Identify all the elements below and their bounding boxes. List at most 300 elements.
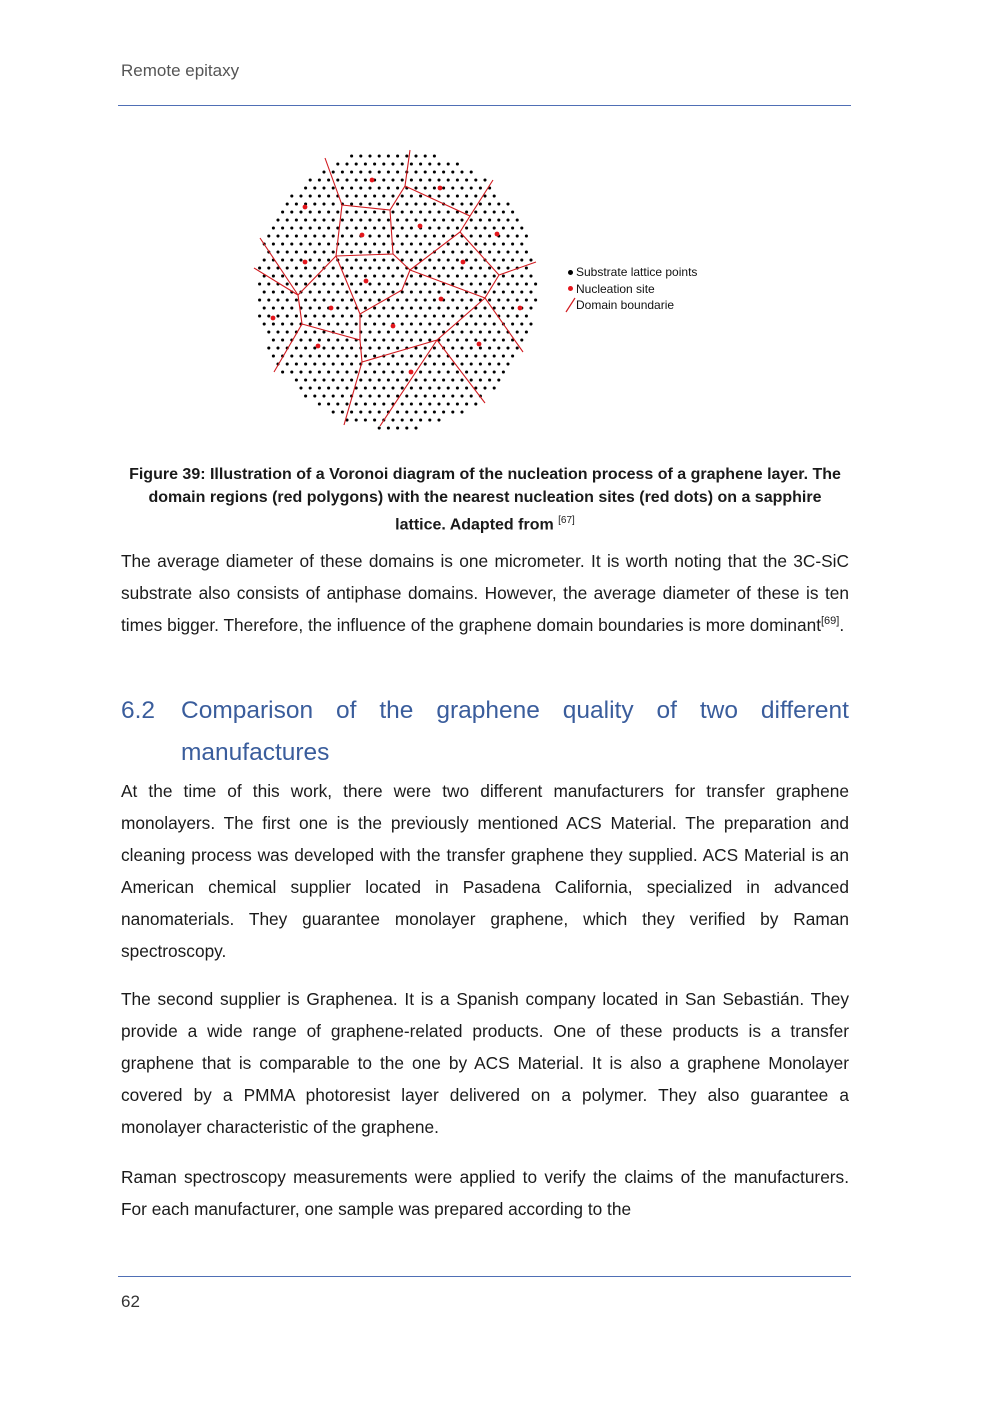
lattice-point [336,370,339,373]
lattice-point [456,242,459,245]
lattice-point [364,370,367,373]
lattice-point [263,322,266,325]
lattice-point [483,210,486,213]
lattice-point [502,242,505,245]
nucleation-site [518,306,523,311]
lattice-point [309,210,312,213]
lattice-point [345,194,348,197]
lattice-point [382,178,385,181]
lattice-point [442,250,445,253]
lattice-point [345,354,348,357]
lattice-point [437,194,440,197]
lattice-point [345,258,348,261]
lattice-point [350,250,353,253]
lattice-point [336,162,339,165]
lattice-point [497,362,500,365]
lattice-point [355,178,358,181]
lattice-point [396,218,399,221]
lattice-point [414,378,417,381]
page-number: 62 [121,1292,140,1311]
lattice-point [502,354,505,357]
red-dot-icon [565,286,576,291]
lattice-point [470,186,473,189]
lattice-point [318,402,321,405]
lattice-point [419,242,422,245]
lattice-point [391,290,394,293]
lattice-point [368,378,371,381]
lattice-point [309,306,312,309]
lattice-point [433,202,436,205]
lattice-point [433,394,436,397]
footer-rule [118,1276,851,1277]
lattice-point [414,362,417,365]
lattice-point [428,322,431,325]
lattice-point [451,170,454,173]
lattice-point [309,354,312,357]
lattice-point [437,290,440,293]
lattice-point [428,418,431,421]
lattice-point [267,266,270,269]
lattice-point [368,218,371,221]
lattice-point [267,282,270,285]
lattice-point [378,250,381,253]
lattice-point [401,210,404,213]
lattice-point [520,242,523,245]
lattice-point [295,250,298,253]
lattice-point [437,370,440,373]
lattice-point [364,402,367,405]
lattice-point [368,314,371,317]
lattice-point [272,242,275,245]
lattice-point [382,386,385,389]
lattice-point [456,274,459,277]
lattice-point [267,330,270,333]
lattice-point [529,258,532,261]
lattice-point [470,266,473,269]
lattice-point [373,290,376,293]
lattice-point [428,370,431,373]
header-rule [118,105,851,106]
lattice-point [506,282,509,285]
lattice-point [290,226,293,229]
lattice-point [341,362,344,365]
lattice-point [364,306,367,309]
lattice-point [433,298,436,301]
lattice-point [424,266,427,269]
lattice-point [410,402,413,405]
lattice-point [483,242,486,245]
lattice-point [516,218,519,221]
lattice-point [465,322,468,325]
lattice-point [364,274,367,277]
lattice-point [286,218,289,221]
lattice-point [332,378,335,381]
lattice-point [405,314,408,317]
lattice-point [488,218,491,221]
lattice-point [304,234,307,237]
lattice-point [322,170,325,173]
lattice-point [355,242,358,245]
lattice-point [414,202,417,205]
lattice-point [373,258,376,261]
lattice-point [520,322,523,325]
lattice-point [474,290,477,293]
lattice-point [378,154,381,157]
lattice-point [368,154,371,157]
lattice-point [364,354,367,357]
lattice-point [341,218,344,221]
lattice-point [493,274,496,277]
lattice-point [327,402,330,405]
lattice-point [437,274,440,277]
lattice-point [414,410,417,413]
lattice-point [327,370,330,373]
lattice-point [281,290,284,293]
lattice-point [387,314,390,317]
lattice-point [465,258,468,261]
lattice-point [433,170,436,173]
lattice-point [295,346,298,349]
lattice-point [465,402,468,405]
lattice-point [520,258,523,261]
lattice-point [355,290,358,293]
lattice-point [378,298,381,301]
lattice-point [447,386,450,389]
lattice-point [511,322,514,325]
lattice-point [378,362,381,365]
lattice-point [368,234,371,237]
lattice-point [488,282,491,285]
domain-boundary-line [410,270,485,298]
lattice-point [437,242,440,245]
lattice-point [401,370,404,373]
lattice-point [474,194,477,197]
lattice-point [414,186,417,189]
lattice-point [479,314,482,317]
lattice-point [405,202,408,205]
citation-reference: [69] [821,615,840,628]
lattice-point [433,410,436,413]
lattice-point [355,194,358,197]
lattice-point [534,282,537,285]
lattice-point [401,402,404,405]
lattice-point [470,282,473,285]
lattice-point [424,218,427,221]
lattice-point [465,370,468,373]
lattice-point [442,266,445,269]
lattice-point [465,306,468,309]
lattice-point [456,354,459,357]
lattice-point [428,210,431,213]
lattice-point [401,386,404,389]
lattice-point [359,202,362,205]
lattice-point [341,186,344,189]
lattice-point [460,378,463,381]
lattice-point [479,282,482,285]
lattice-point [313,314,316,317]
lattice-point [474,370,477,373]
lattice-point [299,386,302,389]
lattice-point [332,394,335,397]
lattice-point [364,386,367,389]
lattice-point [428,226,431,229]
lattice-point [506,266,509,269]
lattice-point [502,258,505,261]
lattice-point [460,362,463,365]
lattice-point [378,378,381,381]
lattice-point [382,258,385,261]
lattice-point [391,418,394,421]
lattice-point [433,234,436,237]
paragraph-graphenea: The second supplier is Graphenea. It is a Spanish company located in San Sebastián. They provide a wide range of graphene-related products. One of these products is a transfer graphene that is comparable to the one by ACS Material. It is also a graphene Monolayer covered by a PMMA photoresist layer delivered on a polymer. They also guarantee a monolayer characteristic of the graphene. [121,989,849,1137]
lattice-point [483,290,486,293]
lattice-point [396,266,399,269]
lattice-point [382,274,385,277]
lattice-point [502,338,505,341]
lattice-point [401,242,404,245]
lattice-point [359,394,362,397]
lattice-point [281,370,284,373]
lattice-point [299,226,302,229]
lattice-point [428,258,431,261]
paragraph-acs-material: At the time of this work, there were two different manufacturers for transfer graphene monolayers. The first one is the previously mentioned ACS Material. The preparation and cleaning process was developed with the transfer graphene they supplied. ACS Material is an American chemical supplier located in Pasadena California, specialized in advanced nanomaterials. They guarantee monolayer graphene, which they verified by Raman spectroscopy. [121,781,849,961]
lattice-point [373,402,376,405]
lattice-point [414,298,417,301]
legend-label: Domain boundarie [576,298,675,312]
lattice-point [281,242,284,245]
lattice-point [336,178,339,181]
lattice-point [391,258,394,261]
lattice-point [391,178,394,181]
lattice-point [396,378,399,381]
lattice-point [286,234,289,237]
lattice-point [391,194,394,197]
lattice-point [437,178,440,181]
lattice-point [419,418,422,421]
lattice-point [497,250,500,253]
lattice-point [424,410,427,413]
lattice-point [516,250,519,253]
lattice-point [396,170,399,173]
lattice-point [309,386,312,389]
nucleation-site [360,233,365,238]
lattice-point [318,194,321,197]
lattice-point [368,346,371,349]
lattice-point [488,362,491,365]
lattice-point [327,194,330,197]
nucleation-site [271,316,276,321]
lattice-point [355,402,358,405]
lattice-point [364,258,367,261]
lattice-point [350,346,353,349]
lattice-point [290,194,293,197]
lattice-point [286,250,289,253]
lattice-point [529,306,532,309]
lattice-point [502,290,505,293]
lattice-point [405,298,408,301]
lattice-point [378,426,381,429]
lattice-point [345,178,348,181]
lattice-point [465,338,468,341]
lattice-point [378,330,381,333]
lattice-point [304,282,307,285]
lattice-point [327,274,330,277]
lattice-point [382,194,385,197]
lattice-point [355,210,358,213]
lattice-point [322,298,325,301]
lattice-point [424,202,427,205]
lattice-point [493,194,496,197]
lattice-point [479,218,482,221]
lattice-point [442,234,445,237]
lattice-point [456,178,459,181]
lattice-point [350,410,353,413]
lattice-point [447,226,450,229]
lattice-point [290,210,293,213]
lattice-point [401,274,404,277]
lattice-point [483,338,486,341]
lattice-point [410,386,413,389]
lattice-point [345,306,348,309]
lattice-point [456,290,459,293]
lattice-point [368,186,371,189]
lattice-point [318,290,321,293]
lattice-point [290,322,293,325]
lattice-point [304,186,307,189]
lattice-point [428,162,431,165]
lattice-point [516,234,519,237]
lattice-point [419,370,422,373]
lattice-point [299,338,302,341]
lattice-point [336,338,339,341]
lattice-point [309,194,312,197]
lattice-point [336,402,339,405]
lattice-point [355,258,358,261]
lattice-point [410,210,413,213]
lattice-point [447,322,450,325]
lattice-point [511,274,514,277]
lattice-point [313,298,316,301]
lattice-point [382,402,385,405]
lattice-point [525,314,528,317]
lattice-point [511,306,514,309]
lattice-point [442,362,445,365]
lattice-point [460,282,463,285]
lattice-point [313,218,316,221]
lattice-point [442,170,445,173]
lattice-point [263,306,266,309]
lattice-point [401,322,404,325]
lattice-point [341,234,344,237]
lattice-point [368,362,371,365]
lattice-point [350,154,353,157]
lattice-point [456,338,459,341]
lattice-point [405,394,408,397]
lattice-point [493,290,496,293]
lattice-point [368,282,371,285]
lattice-point [309,258,312,261]
lattice-point [465,242,468,245]
lattice-point [327,386,330,389]
lattice-point [447,274,450,277]
lattice-point [276,250,279,253]
lattice-point [506,234,509,237]
lattice-point [309,226,312,229]
lattice-point [364,210,367,213]
lattice-point [460,250,463,253]
lattice-point [341,330,344,333]
lattice-point [474,354,477,357]
lattice-point [396,362,399,365]
lattice-point [474,258,477,261]
lattice-point [387,362,390,365]
lattice-point [345,226,348,229]
lattice-point [382,338,385,341]
lattice-point [479,266,482,269]
lattice-point [405,410,408,413]
nucleation-site [391,324,396,329]
lattice-point [267,346,270,349]
paragraph-raman: Raman spectroscopy measurements were applied to verify the claims of the manufacturers. For each manufacturer, one sample was prepared according to the [121,1167,849,1219]
lattice-point [304,218,307,221]
lattice-point [493,242,496,245]
lattice-point [465,386,468,389]
lattice-point [442,394,445,397]
lattice-point [497,330,500,333]
lattice-point [465,226,468,229]
lattice-point [299,242,302,245]
lattice-point [387,186,390,189]
lattice-point [382,306,385,309]
lattice-point [299,210,302,213]
lattice-point [322,202,325,205]
lattice-point [456,226,459,229]
lattice-point [299,258,302,261]
lattice-point [474,226,477,229]
lattice-point [345,338,348,341]
lattice-point [378,282,381,285]
lattice-point [410,306,413,309]
lattice-point [433,314,436,317]
lattice-point [382,370,385,373]
lattice-point [414,394,417,397]
lattice-point [318,354,321,357]
lattice-point [483,178,486,181]
lattice-point [272,322,275,325]
lattice-point [345,386,348,389]
lattice-point [313,330,316,333]
lattice-point [479,346,482,349]
lattice-point [378,266,381,269]
lattice-point [451,314,454,317]
lattice-point [437,386,440,389]
lattice-point [313,186,316,189]
lattice-point [506,314,509,317]
lattice-point [474,178,477,181]
section-title: Comparison of the graphene quality of two different manufactures [181,697,849,766]
lattice-point [396,202,399,205]
lattice-point [414,426,417,429]
lattice-point [378,170,381,173]
legend-item-boundary [565,297,697,314]
lattice-point [405,362,408,365]
domain-boundaries [254,150,536,426]
legend-item-nucleation [565,281,697,298]
lattice-point [350,202,353,205]
lattice-point [359,218,362,221]
lattice-point [433,186,436,189]
lattice-point [258,282,261,285]
